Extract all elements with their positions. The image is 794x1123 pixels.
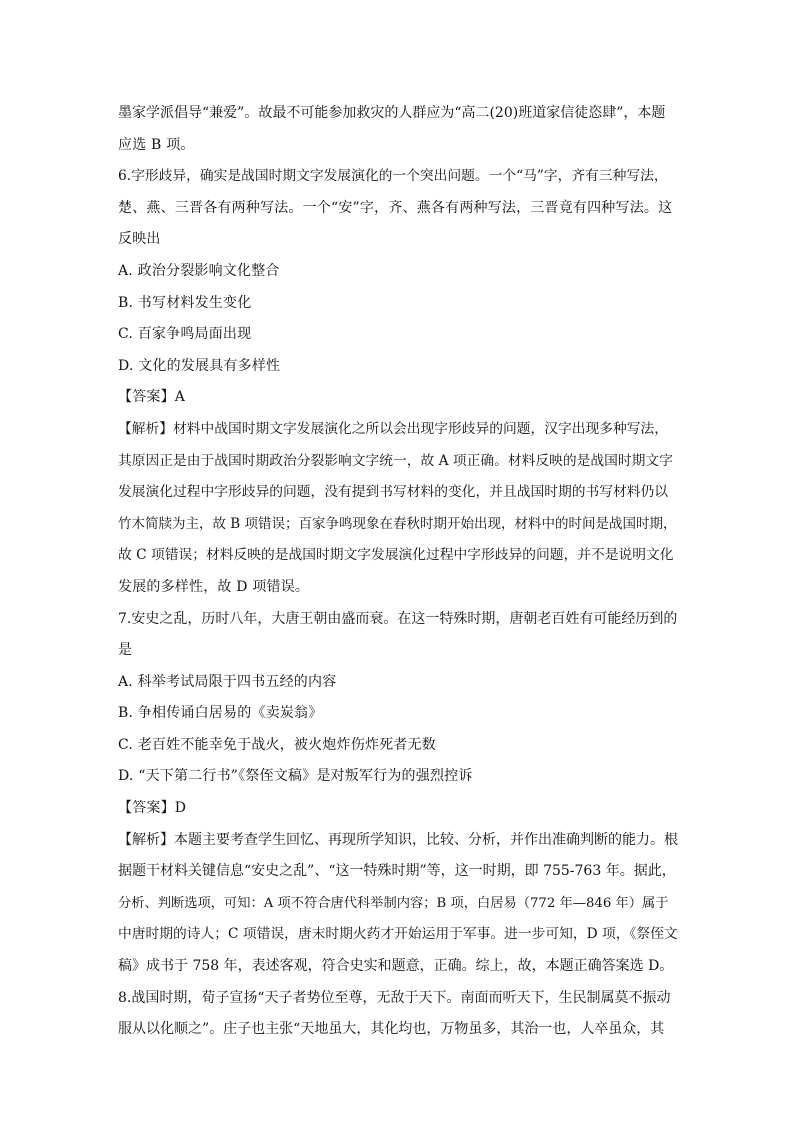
question-7-option-b: B. 争相传诵白居易的《卖炭翁》: [118, 705, 323, 722]
question-6-stem-line-1: 6.字形歧异，确实是战国时期文字发展演化的一个突出问题。一个“马”字，齐有三种写法，: [118, 168, 668, 185]
question-6-option-b: B. 书写材料发生变化: [118, 294, 252, 311]
question-7-option-a: A. 科举考试局限于四书五经的内容: [118, 673, 337, 690]
question-6-answer: 【答案】A: [118, 389, 186, 406]
question-7-stem-line-1: 7.安史之乱，历时八年，大唐王朝由盛而衰。在这一特殊时期，唐朝老百姓有可能经历到的: [118, 610, 678, 627]
question-6-stem-line-2: 楚、燕、三晋各有两种写法。一个“安”字，齐、燕各有两种写法，三晋竟有四种写法。这: [118, 199, 673, 216]
text-line-1: 墨家学派倡导“兼爱”。故最不可能参加救灾的人群应为“高二(20)班道家信徒恣肆”，本题: [118, 105, 666, 121]
question-7-analysis-line-5: 稿》成书于 758 年，表述客观，符合史实和题意，正确。综上，故，本题正确答案选 D。: [118, 958, 674, 975]
question-6-stem-line-3: 反映出: [118, 231, 161, 248]
question-7-option-d: D. “天下第二行书”《祭侄文稿》是对叛军行为的强烈控诉: [118, 768, 473, 785]
question-6-option-d: D. 文化的发展具有多样性: [118, 357, 281, 374]
question-6-option-a: A. 政治分裂影响文化整合: [118, 262, 280, 279]
question-7-analysis-line-3: 分析、判断选项，可知：A 项不符合唐代科举制内容；B 项，白居易（772 年—846 年）属于: [118, 895, 669, 911]
question-7-answer: 【答案】D: [118, 800, 187, 817]
text-line-2: 应选 B 项。: [118, 136, 195, 153]
question-7-analysis-line-1: 【解析】本题主要考查学生回忆、再现所学知识，比较、分析，并作出准确判断的能力。根: [118, 831, 678, 848]
question-6-analysis-line-4: 竹木简牍为主，故 B 项错误；百家争鸣现象在春秋时期开始出现，材料中的时间是战国时期，: [118, 515, 677, 532]
question-8-stem-line-2: 服从以化顺之”。庄子也主张“天地虽大，其化均也，万物虽多，其治一也，人卒虽众，其: [118, 1021, 665, 1038]
question-8-stem-line-1: 8.战国时期，荀子宣扬“天子者势位至尊，无敌于天下。南面而听天下，生民制属莫不振动: [118, 989, 671, 1006]
document-page: [118, 98, 678, 1046]
question-6-option-c: C. 百家争鸣局面出现: [118, 326, 252, 343]
question-6-analysis-line-2: 其原因正是由于战国时期政治分裂影响文字统一，故 A 项正确。材料反映的是战国时期文字: [118, 452, 673, 469]
question-6-analysis-line-5: 故 C 项错误；材料反映的是战国时期文字发展演化过程中字形歧异的问题，并不是说明文化: [118, 547, 674, 564]
question-6-analysis-line-1: 【解析】材料中战国时期文字发展演化之所以会出现字形歧异的问题，汉字出现多种写法，: [118, 420, 669, 437]
question-6-analysis-line-3: 发展演化过程中字形歧异的问题，没有提到书写材料的变化，并且战国时期的书写材料仍以: [118, 484, 669, 501]
question-7-stem-line-2: 是: [118, 642, 133, 659]
question-7-analysis-line-2: 据题干材料关键信息“安史之乱”、“这一特殊时期”等，这一时期，即 755-763 年。据此，: [118, 863, 676, 880]
question-7-analysis-line-4: 中唐时期的诗人；C 项错误，唐末时期火药才开始运用于军事。进一步可知，D 项，《祭侄文: [118, 926, 678, 943]
question-7-option-c: C. 老百姓不能幸免于战火，被火炮炸伤炸死者无数: [118, 736, 436, 753]
question-6-analysis-line-6: 发展的多样性，故 D 项错误。: [118, 578, 310, 595]
